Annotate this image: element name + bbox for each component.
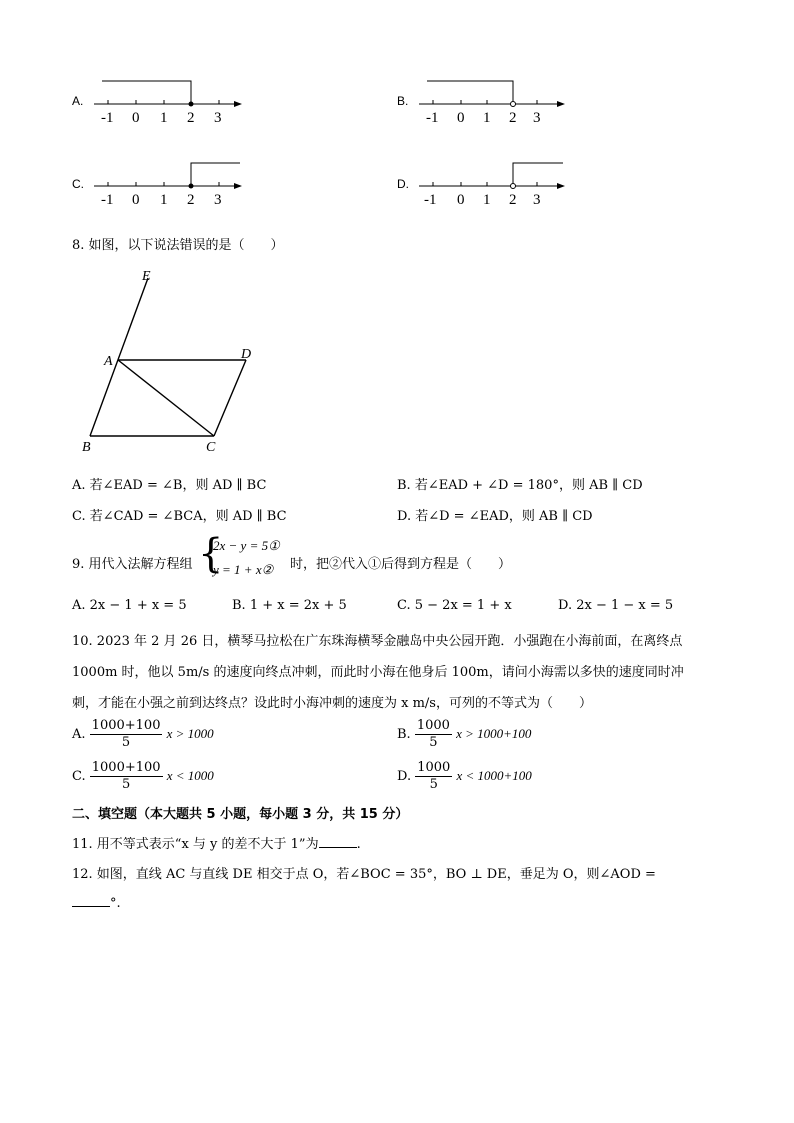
tick-label: 2 [187, 110, 195, 126]
q9-option-a: A. 2x − 1 + x = 5 [72, 598, 187, 613]
q8-option-d: D. 若∠D = ∠EAD，则 AB ∥ CD [397, 509, 593, 524]
q10-line-3: 刺，才能在小强之前到达终点？设此时小海冲刺的速度为 x m/s，可列的不等式为（ ） [72, 696, 592, 711]
tick-label: 3 [533, 110, 541, 126]
q10-line-2: 1000m 时，他以 5m/s 的速度向终点冲刺，而此时小海在他身后 100m，请问小海需以多快的速度同时冲 [72, 665, 684, 680]
q7-option-b-number-line [415, 76, 575, 126]
q8-option-a: A. 若∠EAD = ∠B，则 AD ∥ BC [72, 478, 267, 493]
q7-option-a-number-line [90, 76, 250, 126]
q9-prefix: 9. 用代入法解方程组 [72, 557, 193, 572]
tick-label: -1 [101, 110, 114, 126]
tick-label: 3 [214, 192, 222, 208]
q9-equation-2: y = 1 + x② [213, 562, 274, 577]
tick-label: -1 [424, 192, 437, 208]
tick-label: 1 [483, 192, 491, 208]
q7-option-c-number-line [90, 158, 250, 208]
q12-line-2: °. [72, 894, 121, 911]
q8-option-b: B. 若∠EAD + ∠D = 180°，则 AB ∥ CD [397, 478, 643, 493]
tick-label: 1 [483, 110, 491, 126]
q8-option-c: C. 若∠CAD = ∠BCA，则 AD ∥ BC [72, 509, 287, 524]
segment-dc [214, 360, 246, 436]
tick-label: 1 [160, 192, 168, 208]
q10-option-c: C. $\frac{1000+100}{5}$ x < 1000 [72, 760, 214, 792]
q10-option-b: B. $\frac{1000}{5}$ x > 1000+100 [397, 718, 532, 750]
q10-option-a: A. $\frac{1000+100}{5}$ x > 1000 [72, 718, 214, 750]
q7-option-c-letter: C. [72, 177, 84, 191]
q10-line-1: 10. 2023 年 2 月 26 日，横琴马拉松在广东珠海横琴金融岛中央公园开跑．小强跑在小海前面，在离终点 [72, 634, 683, 649]
tick-label: 3 [214, 110, 222, 126]
tick-label: 0 [457, 110, 465, 126]
q9-equation-1: 2x − y = 5① [213, 538, 280, 553]
tick-label: 0 [132, 110, 140, 126]
q9-option-c: C. 5 − 2x = 1 + x [397, 598, 512, 613]
segment-ac [118, 360, 214, 436]
tick-label: -1 [101, 192, 114, 208]
q9-system-brace: { [198, 531, 224, 577]
section-title-fill-in: 二、填空题（本大题共 5 小题，每小题 3 分，共 15 分） [72, 807, 409, 822]
tick-label: 2 [509, 110, 517, 126]
q10-option-d: D. $\frac{1000}{5}$ x < 1000+100 [397, 760, 532, 792]
q7-option-a-letter: A. [72, 94, 84, 108]
label-a: A [104, 354, 113, 369]
tick-label: -1 [426, 110, 439, 126]
q9-option-d: D. 2x − 1 − x = 5 [558, 598, 674, 613]
tick-label: 1 [160, 110, 168, 126]
q7-option-b-letter: B. [397, 94, 409, 108]
q12-answer-blank [72, 894, 110, 907]
tick-label: 0 [457, 192, 465, 208]
label-b: B [82, 440, 91, 455]
tick-label: 0 [132, 192, 140, 208]
q8-stem: 8. 如图，以下说法错误的是（ ） [72, 238, 284, 253]
q11-answer-blank [319, 835, 357, 848]
q9-option-b: B. 1 + x = 2x + 5 [232, 598, 347, 613]
q7-option-d-number-line [415, 158, 575, 208]
tick-label: 3 [533, 192, 541, 208]
q12-line-1: 12. 如图，直线 AC 与直线 DE 相交于点 O，若∠BOC = 35°，BO ⊥ DE，垂足为 O，则∠AOD = [72, 867, 656, 882]
label-c: C [206, 440, 216, 455]
tick-label: 2 [187, 192, 195, 208]
label-e: E [142, 269, 151, 284]
q7-option-d-letter: D. [397, 177, 409, 191]
tick-label: 2 [509, 192, 517, 208]
q8-figure [78, 264, 268, 456]
q11-text: 11. 用不等式表示“x 与 y 的差不大于 1”为 . [72, 837, 361, 852]
line-eb [90, 278, 148, 436]
label-d: D [241, 347, 252, 362]
q9-suffix: 时，把②代入①后得到方程是（ ） [290, 557, 512, 572]
